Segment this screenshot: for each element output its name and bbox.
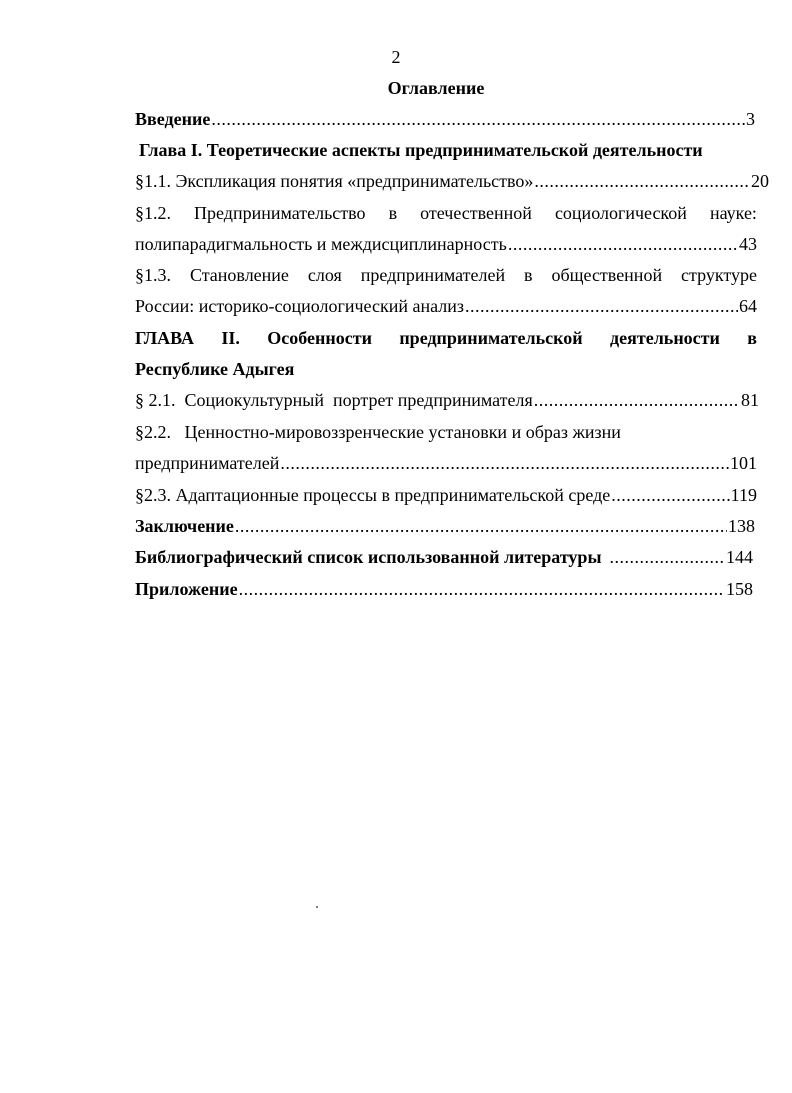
leader-dots <box>534 389 740 411</box>
toc-entry-1-2-line2 <box>135 233 757 255</box>
toc-entry-1-3-line2 <box>135 295 757 317</box>
toc-entry-page: 20 <box>751 171 769 191</box>
chapter-1-title: Глава I. Теоретические аспекты предпринимательской деятельности <box>139 140 703 160</box>
toc-entry-label: §1.1. Экспликация понятия «предпринимательство» <box>135 171 534 191</box>
toc-entry-page: 3 <box>746 109 755 129</box>
toc-entry-label: Введение <box>135 109 211 129</box>
toc-entry-label: Библиографический список использованной литературы <box>135 547 602 567</box>
toc-entry-page: 101 <box>730 453 757 473</box>
toc-entry-2-2-line1: §2.2. Ценностно-мировоззренческие установки и образ жизни <box>135 422 621 442</box>
word: предпринимателей <box>360 265 506 285</box>
scan-speck <box>316 906 318 908</box>
word: в <box>524 265 533 285</box>
toc-entry-page: 64 <box>739 296 757 316</box>
word: науке: <box>709 203 757 223</box>
leader-dots <box>465 295 738 317</box>
toc-entry-label: Заключение <box>135 516 234 536</box>
toc-entry-2-3 <box>135 484 757 506</box>
toc-entry-page: 158 <box>726 579 753 599</box>
toc-entry-label: полипарадигмальность и междисциплинарность <box>135 234 507 254</box>
leader-dots <box>611 484 729 506</box>
leader-dots <box>508 233 738 255</box>
word: слоя <box>307 265 342 285</box>
word: §1.3. <box>135 265 171 285</box>
toc-entry-conclusion <box>135 515 755 537</box>
toc-entry-label: §2.3. Адаптационные процессы в предпринимательской среде <box>135 485 611 505</box>
toc-title: Оглавление <box>387 78 485 98</box>
toc-entry-label: § 2.1. Социокультурный портрет предпринимателя <box>135 390 533 410</box>
word: предпринимательской <box>399 328 583 348</box>
leader-dots <box>235 515 727 537</box>
toc-entry-label: предпринимателей <box>135 453 280 473</box>
toc-entry-bibliography <box>135 546 753 568</box>
chapter-2-title-line1 <box>135 327 757 349</box>
toc-entry-intro <box>135 108 755 130</box>
toc-entry-page: 144 <box>726 547 753 567</box>
toc-entry-1-2-line1 <box>135 202 757 224</box>
toc-entry-page: 138 <box>728 516 755 536</box>
toc-entry-1-3-line1 <box>135 264 757 286</box>
word: Особенности <box>267 328 372 348</box>
toc-entry-appendix <box>135 578 753 600</box>
word: §1.2. <box>135 203 171 223</box>
toc-entry-label: Приложение <box>135 579 238 599</box>
toc-entry-page: 119 <box>730 485 757 505</box>
word: социологической <box>554 203 687 223</box>
leader-dots <box>534 170 750 192</box>
leader-dots <box>211 108 745 130</box>
toc-entry-label: России: историко-социологический анализ <box>135 296 464 316</box>
word: ГЛАВА <box>135 328 195 348</box>
word: II. <box>221 328 240 348</box>
word: в <box>388 203 398 223</box>
word: в <box>747 328 757 348</box>
toc-entry-page: 81 <box>741 390 759 410</box>
chapter-2-title-line2: Республике Адыгея <box>135 359 295 379</box>
word: общественной <box>551 265 663 285</box>
word: Предпринимательство <box>194 203 366 223</box>
toc-entry-page: 43 <box>739 234 757 254</box>
word: Становление <box>189 265 289 285</box>
toc-entry-2-1 <box>135 389 759 411</box>
leader-dots <box>280 452 729 474</box>
toc-entry-1-1 <box>135 170 769 192</box>
page-number: 2 <box>391 47 401 67</box>
leader-dots <box>610 546 726 568</box>
word: структуре <box>681 265 757 285</box>
word: отечественной <box>420 203 532 223</box>
toc-entry-2-2-line2 <box>135 452 757 474</box>
word: деятельности <box>610 328 720 348</box>
leader-dots <box>239 578 725 600</box>
